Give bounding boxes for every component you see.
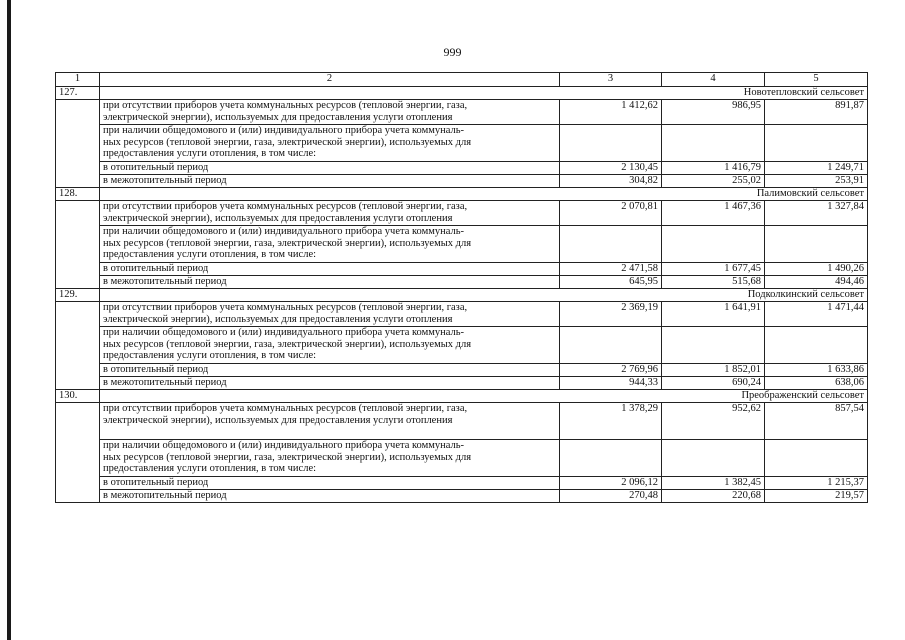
empty-cell [765, 327, 868, 364]
no-meter-description: при отсутствии приборов учета коммунальных ресурсов (тепловой энергии, газа, электрической энергии), используемых для предоставления услуги отопления [100, 302, 560, 327]
empty-cell [662, 440, 765, 477]
value-col3: 2 769,96 [560, 364, 662, 377]
no-meter-description: при отсутствии приборов учета коммунальных ресурсов (тепловой энергии, газа, электрической энергии), используемых для предоставления услуги отопления [100, 201, 560, 226]
value-col5: 1 249,71 [765, 162, 868, 175]
value-col5: 1 633,86 [765, 364, 868, 377]
interheating-period-label: в межотопительный период [100, 377, 560, 390]
with-meter-description: при наличии общедомового и (или) индивидуального прибора учета коммуналь- ных ресурсов (тепловой энергии, газа, электрической энергии), используемых для предоставления услуги отопления, в том числе: [100, 226, 560, 263]
empty-cell [560, 327, 662, 364]
column-header: 1 [56, 73, 100, 87]
heating-period-label: в отопительный период [100, 364, 560, 377]
empty-cell [662, 327, 765, 364]
table-row [56, 162, 868, 175]
table-row [56, 125, 868, 162]
section-index: 130. [56, 390, 100, 403]
value-col5: 1 471,44 [765, 302, 868, 327]
empty-cell [560, 125, 662, 162]
section-header-row [56, 188, 868, 201]
empty-cell [560, 226, 662, 263]
table-row [56, 490, 868, 503]
value-col3: 304,82 [560, 175, 662, 188]
page-number: 999 [443, 45, 462, 59]
value-col5: 1 327,84 [765, 201, 868, 226]
value-col3: 2 070,81 [560, 201, 662, 226]
index-spacer-cell [56, 201, 100, 289]
value-col4: 690,24 [662, 377, 765, 390]
column-header: 2 [100, 73, 560, 87]
table-row [56, 440, 868, 477]
value-col4: 952,62 [662, 403, 765, 440]
value-col3: 270,48 [560, 490, 662, 503]
value-col3: 645,95 [560, 276, 662, 289]
table-row [56, 263, 868, 276]
value-col4: 220,68 [662, 490, 765, 503]
with-meter-description: при наличии общедомового и (или) индивидуального прибора учета коммуналь- ных ресурсов (тепловой энергии, газа, электрической энергии), используемых для предоставления услуги отопления, в том числе: [100, 125, 560, 162]
value-col4: 515,68 [662, 276, 765, 289]
scan-edge-bar [7, 0, 11, 640]
value-col3: 944,33 [560, 377, 662, 390]
value-col4: 1 467,36 [662, 201, 765, 226]
section-title: Подколкинский сельсовет [100, 289, 868, 302]
heating-period-label: в отопительный период [100, 263, 560, 276]
empty-cell [662, 226, 765, 263]
interheating-period-label: в межотопительный период [100, 175, 560, 188]
table-row [56, 364, 868, 377]
no-meter-description: при отсутствии приборов учета коммунальных ресурсов (тепловой энергии, газа, электрической энергии), используемых для предоставления услуги отопления [100, 100, 560, 125]
table-row [56, 302, 868, 327]
value-col4: 1 677,45 [662, 263, 765, 276]
empty-cell [560, 440, 662, 477]
tariff-table [55, 72, 868, 503]
heating-period-label: в отопительный период [100, 162, 560, 175]
section-header-row [56, 289, 868, 302]
value-col3: 2 096,12 [560, 477, 662, 490]
value-col4: 1 416,79 [662, 162, 765, 175]
interheating-period-label: в межотопительный период [100, 490, 560, 503]
empty-cell [765, 125, 868, 162]
interheating-period-label: в межотопительный период [100, 276, 560, 289]
value-col5: 219,57 [765, 490, 868, 503]
column-header: 4 [662, 73, 765, 87]
value-col3: 2 130,45 [560, 162, 662, 175]
section-header-row [56, 390, 868, 403]
value-col5: 253,91 [765, 175, 868, 188]
value-col4: 255,02 [662, 175, 765, 188]
heating-period-label: в отопительный период [100, 477, 560, 490]
section-index: 127. [56, 87, 100, 100]
value-col3: 1 412,62 [560, 100, 662, 125]
section-title: Новотепловский сельсовет [100, 87, 868, 100]
index-spacer-cell [56, 302, 100, 390]
value-col4: 1 641,91 [662, 302, 765, 327]
section-header-row [56, 87, 868, 100]
value-col5: 891,87 [765, 100, 868, 125]
value-col5: 1 215,37 [765, 477, 868, 490]
table-row [56, 477, 868, 490]
value-col5: 1 490,26 [765, 263, 868, 276]
section-index: 128. [56, 188, 100, 201]
column-number-row [56, 73, 868, 87]
value-col4: 986,95 [662, 100, 765, 125]
value-col4: 1 852,01 [662, 364, 765, 377]
section-title: Преображенский сельсовет [100, 390, 868, 403]
value-col5: 857,54 [765, 403, 868, 440]
value-col3: 2 471,58 [560, 263, 662, 276]
section-title: Палимовский сельсовет [100, 188, 868, 201]
table-row [56, 100, 868, 125]
table-row [56, 377, 868, 390]
table-row [56, 276, 868, 289]
index-spacer-cell [56, 403, 100, 503]
table-row [56, 226, 868, 263]
empty-cell [765, 226, 868, 263]
value-col5: 638,06 [765, 377, 868, 390]
empty-cell [765, 440, 868, 477]
value-col5: 494,46 [765, 276, 868, 289]
value-col3: 1 378,29 [560, 403, 662, 440]
empty-cell [662, 125, 765, 162]
table-row [56, 175, 868, 188]
column-header: 5 [765, 73, 868, 87]
table-row [56, 201, 868, 226]
with-meter-description: при наличии общедомового и (или) индивидуального прибора учета коммуналь- ных ресурсов (тепловой энергии, газа, электрической энергии), используемых для предоставления услуги отопления, в том числе: [100, 327, 560, 364]
column-header: 3 [560, 73, 662, 87]
index-spacer-cell [56, 100, 100, 188]
no-meter-description: при отсутствии приборов учета коммунальных ресурсов (тепловой энергии, газа, электрической энергии), используемых для предоставления услуги отопления [100, 403, 560, 440]
value-col3: 2 369,19 [560, 302, 662, 327]
section-index: 129. [56, 289, 100, 302]
with-meter-description: при наличии общедомового и (или) индивидуального прибора учета коммуналь- ных ресурсов (тепловой энергии, газа, электрической энергии), используемых для предоставления услуги отопления, в том числе: [100, 440, 560, 477]
table-row [56, 327, 868, 364]
value-col4: 1 382,45 [662, 477, 765, 490]
table-row [56, 403, 868, 440]
